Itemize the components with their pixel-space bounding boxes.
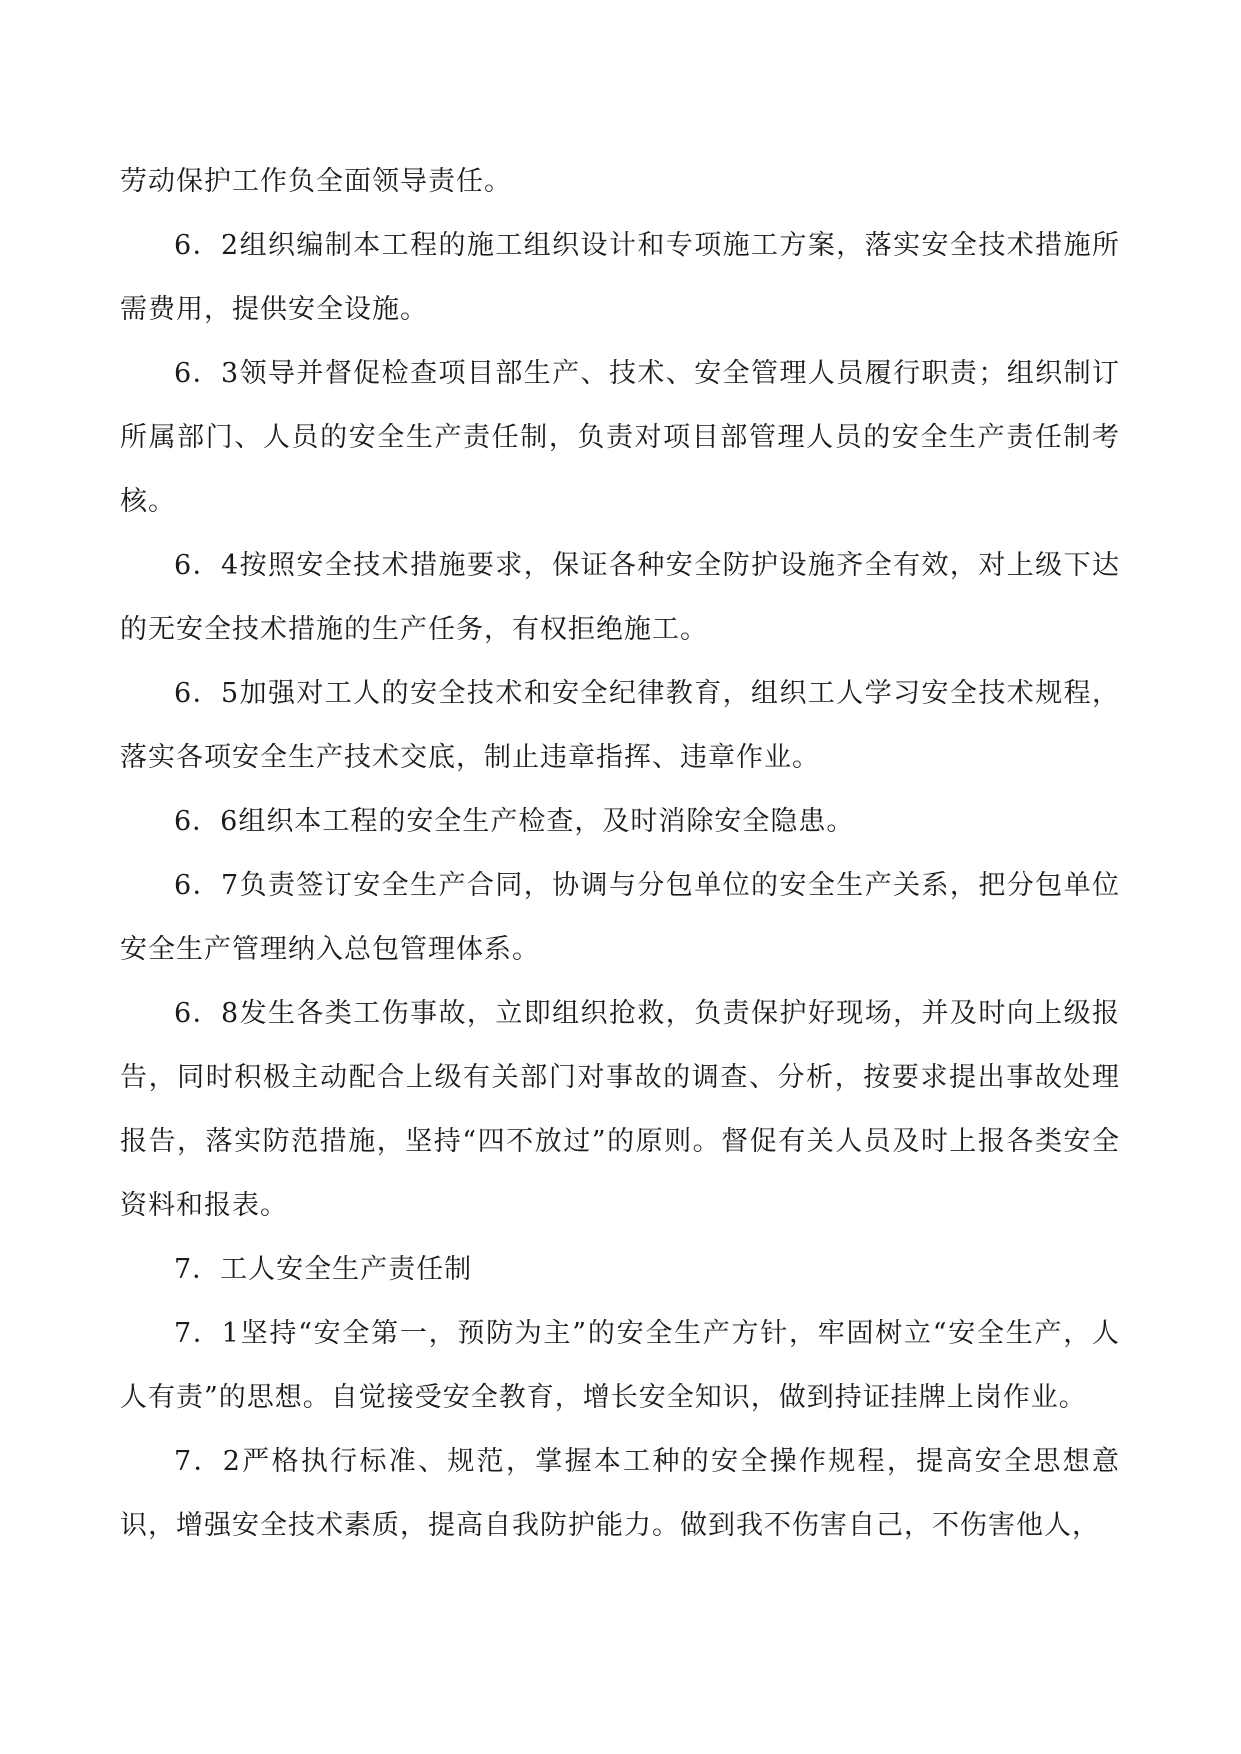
paragraph: 劳动保护工作负全面领导责任。 — [120, 166, 512, 197]
paragraph: 6．2组织编制本工程的施工组织设计和专项施工方案，落实安全技术措施所需费用，提供安全设施。 — [120, 230, 1120, 325]
document-body — [120, 150, 1120, 1558]
paragraph: 6．6组织本工程的安全生产检查，及时消除安全隐患。 — [174, 806, 855, 837]
paragraph: 6．3领导并督促检查项目部生产、技术、安全管理人员履行职责；组织制订所属部门、人员的安全生产责任制，负责对项目部管理人员的安全生产责任制考核。 — [120, 358, 1120, 517]
paragraph: 7．1坚持“安全第一，预防为主”的安全生产方针，牢固树立“安全生产，人人有责”的思想。自觉接受安全教育，增长安全知识，做到持证挂牌上岗作业。 — [120, 1318, 1120, 1413]
paragraph: 6．5加强对工人的安全技术和安全纪律教育，组织工人学习安全技术规程，落实各项安全生产技术交底，制止违章指挥、违章作业。 — [120, 678, 1120, 773]
paragraph: 7．2严格执行标准、规范，掌握本工种的安全操作规程，提高安全思想意识，增强安全技术素质，提高自我防护能力。做到我不伤害自己，不伤害他人， — [120, 1446, 1120, 1541]
paragraph: 6．7负责签订安全生产合同，协调与分包单位的安全生产关系，把分包单位安全生产管理纳入总包管理体系。 — [120, 870, 1120, 965]
section-heading: 7．工人安全生产责任制 — [174, 1254, 473, 1285]
paragraph: 6．4按照安全技术措施要求，保证各种安全防护设施齐全有效，对上级下达的无安全技术措施的生产任务，有权拒绝施工。 — [120, 550, 1120, 645]
paragraph: 6．8发生各类工伤事故，立即组织抢救，负责保护好现场，并及时向上级报告，同时积极主动配合上级有关部门对事故的调查、分析，按要求提出事故处理报告，落实防范措施，坚持“四不放过”的原则。督促有关人员及时上报各类安全资料和报表。 — [120, 998, 1120, 1221]
